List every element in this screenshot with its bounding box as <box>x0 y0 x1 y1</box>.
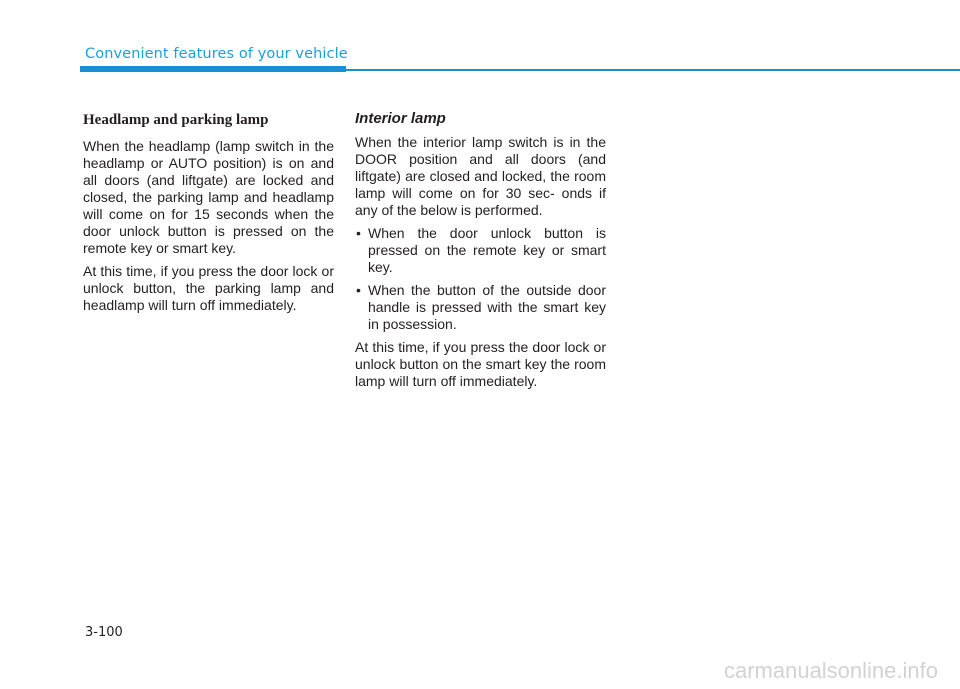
bullet-text: When the door unlock button is pressed on the remote key or smart key. <box>368 225 606 275</box>
bullet-item <box>355 225 606 276</box>
interior-lamp-heading: Interior lamp <box>355 110 446 127</box>
headlamp-paragraph-2: At this time, if you press the door lock or unlock button, the parking lamp and headlamp will turn off immediately. <box>83 263 334 313</box>
interior-lamp-outro: At this time, if you press the door lock or unlock button on the smart key the room lamp will turn off immediately. <box>355 339 606 389</box>
interior-lamp-intro: When the interior lamp switch is in the DOOR position and all doors (and liftgate) are closed and locked, the room lamp will come on for 30 sec- onds if any of the below is performed. <box>355 134 606 218</box>
header-bar-thick <box>80 66 346 72</box>
bullet-item <box>355 282 606 333</box>
headlamp-heading: Headlamp and parking lamp <box>83 112 269 128</box>
watermark: carmanualsonline.info <box>723 658 938 683</box>
bullet-dot-icon: • <box>356 225 361 241</box>
bullet-dot-icon: • <box>356 282 361 298</box>
header-bar-thin <box>346 69 960 71</box>
interior-lamp-bullet-list <box>355 225 606 333</box>
left-column <box>83 110 334 320</box>
right-column <box>355 110 606 396</box>
header-title: Convenient features of your vehicle <box>85 46 348 62</box>
page-number: 3-100 <box>85 625 123 640</box>
headlamp-paragraph-1: When the headlamp (lamp switch in the headlamp or AUTO position) is on and all doors (and liftgate) are locked and closed, the parking lamp and headlamp will come on for 15 seconds when the door unlock button is pressed on the remote key or smart key. <box>83 138 334 256</box>
bullet-text: When the button of the outside door handle is pressed with the smart key in possession. <box>368 282 606 332</box>
